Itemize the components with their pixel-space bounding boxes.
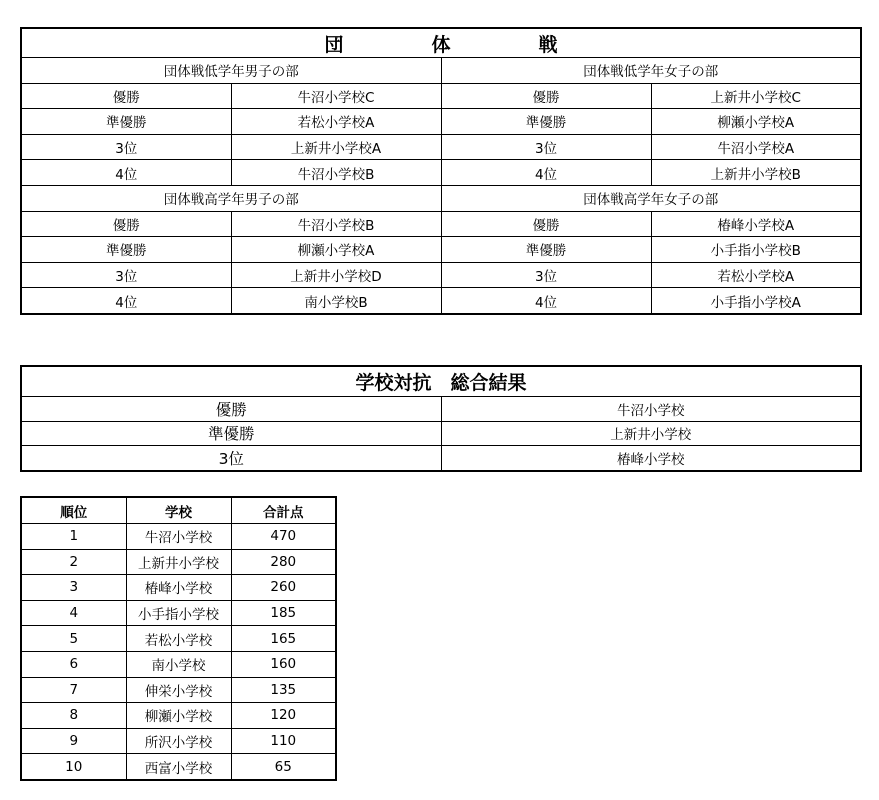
school-cell: 若松小学校A	[231, 109, 441, 135]
points-cell: 280	[231, 549, 336, 575]
result-row	[21, 109, 861, 135]
team-battle-table	[20, 27, 862, 315]
points-ranking-table	[20, 496, 337, 781]
points-cell: 110	[231, 728, 336, 754]
school-cell: 柳瀬小学校A	[231, 237, 441, 263]
section-header-upper-girls: 団体戦高学年女子の部	[441, 185, 861, 211]
team-title-row	[21, 28, 861, 58]
table-row	[21, 754, 336, 780]
place-cell: 3位	[441, 262, 651, 288]
team-title-char: 体	[431, 33, 451, 56]
points-cell: 165	[231, 626, 336, 652]
overall-school-cell: 上新井小学校	[441, 421, 861, 446]
school-cell: 上新井小学校A	[231, 134, 441, 160]
overall-row	[21, 397, 861, 422]
school-cell: 椿峰小学校	[126, 575, 231, 601]
school-cell: 小手指小学校B	[651, 237, 861, 263]
school-cell: 牛沼小学校A	[651, 134, 861, 160]
place-cell: 準優勝	[441, 109, 651, 135]
place-cell: 準優勝	[21, 109, 231, 135]
team-battle-title	[21, 28, 861, 58]
table-row	[21, 651, 336, 677]
team-title-char: 団	[324, 33, 344, 56]
place-cell: 4位	[441, 160, 651, 186]
team-title-char: 戦	[538, 33, 558, 56]
place-cell: 3位	[441, 134, 651, 160]
table-row	[21, 728, 336, 754]
rank-cell: 1	[21, 524, 126, 550]
overall-results-table	[20, 365, 862, 472]
school-cell: 牛沼小学校	[126, 524, 231, 550]
overall-school-cell: 椿峰小学校	[441, 446, 861, 471]
rank-cell: 3	[21, 575, 126, 601]
table-row	[21, 575, 336, 601]
rank-cell: 10	[21, 754, 126, 780]
place-cell: 4位	[441, 288, 651, 314]
school-cell: 若松小学校	[126, 626, 231, 652]
school-cell: 伸栄小学校	[126, 677, 231, 703]
place-cell: 優勝	[21, 83, 231, 109]
place-cell: 優勝	[21, 211, 231, 237]
result-row	[21, 211, 861, 237]
result-row	[21, 288, 861, 314]
overall-place-cell: 3位	[21, 446, 441, 471]
school-cell: 上新井小学校D	[231, 262, 441, 288]
table-row	[21, 549, 336, 575]
school-cell: 牛沼小学校B	[231, 160, 441, 186]
school-cell: 上新井小学校	[126, 549, 231, 575]
overall-place-cell: 優勝	[21, 397, 441, 422]
rank-cell: 8	[21, 703, 126, 729]
points-cell: 185	[231, 600, 336, 626]
school-cell: 椿峰小学校A	[651, 211, 861, 237]
place-cell: 3位	[21, 134, 231, 160]
points-cell: 120	[231, 703, 336, 729]
school-cell: 所沢小学校	[126, 728, 231, 754]
school-cell: 西富小学校	[126, 754, 231, 780]
rank-cell: 6	[21, 651, 126, 677]
section-header-row	[21, 58, 861, 84]
place-cell: 準優勝	[21, 237, 231, 263]
section-header-lower-boys: 団体戦低学年男子の部	[21, 58, 441, 84]
table-row	[21, 626, 336, 652]
result-row	[21, 83, 861, 109]
rank-cell: 5	[21, 626, 126, 652]
school-cell: 牛沼小学校C	[231, 83, 441, 109]
table-row	[21, 677, 336, 703]
place-cell: 準優勝	[441, 237, 651, 263]
school-cell: 牛沼小学校B	[231, 211, 441, 237]
place-cell: 優勝	[441, 83, 651, 109]
place-cell: 4位	[21, 160, 231, 186]
school-cell: 小手指小学校	[126, 600, 231, 626]
overall-school-cell: 牛沼小学校	[441, 397, 861, 422]
overall-title-row	[21, 366, 861, 397]
rank-cell: 4	[21, 600, 126, 626]
column-header-points: 合計点	[231, 497, 336, 524]
points-cell: 135	[231, 677, 336, 703]
ranking-header-row	[21, 497, 336, 524]
school-cell: 南小学校	[126, 651, 231, 677]
overall-results-title: 学校対抗 総合結果	[21, 366, 861, 397]
result-row	[21, 160, 861, 186]
section-header-lower-girls: 団体戦低学年女子の部	[441, 58, 861, 84]
column-header-rank: 順位	[21, 497, 126, 524]
points-cell: 260	[231, 575, 336, 601]
school-cell: 上新井小学校C	[651, 83, 861, 109]
section-header-row	[21, 185, 861, 211]
rank-cell: 2	[21, 549, 126, 575]
result-row	[21, 237, 861, 263]
points-cell: 470	[231, 524, 336, 550]
section-header-upper-boys: 団体戦高学年男子の部	[21, 185, 441, 211]
school-cell: 上新井小学校B	[651, 160, 861, 186]
place-cell: 3位	[21, 262, 231, 288]
points-cell: 65	[231, 754, 336, 780]
overall-row	[21, 421, 861, 446]
table-row	[21, 703, 336, 729]
result-row	[21, 262, 861, 288]
column-header-school: 学校	[126, 497, 231, 524]
result-row	[21, 134, 861, 160]
school-cell: 柳瀬小学校	[126, 703, 231, 729]
place-cell: 優勝	[441, 211, 651, 237]
overall-row	[21, 446, 861, 471]
school-cell: 柳瀬小学校A	[651, 109, 861, 135]
rank-cell: 9	[21, 728, 126, 754]
overall-place-cell: 準優勝	[21, 421, 441, 446]
table-row	[21, 524, 336, 550]
rank-cell: 7	[21, 677, 126, 703]
points-cell: 160	[231, 651, 336, 677]
school-cell: 小手指小学校A	[651, 288, 861, 314]
school-cell: 若松小学校A	[651, 262, 861, 288]
table-row	[21, 600, 336, 626]
school-cell: 南小学校B	[231, 288, 441, 314]
place-cell: 4位	[21, 288, 231, 314]
